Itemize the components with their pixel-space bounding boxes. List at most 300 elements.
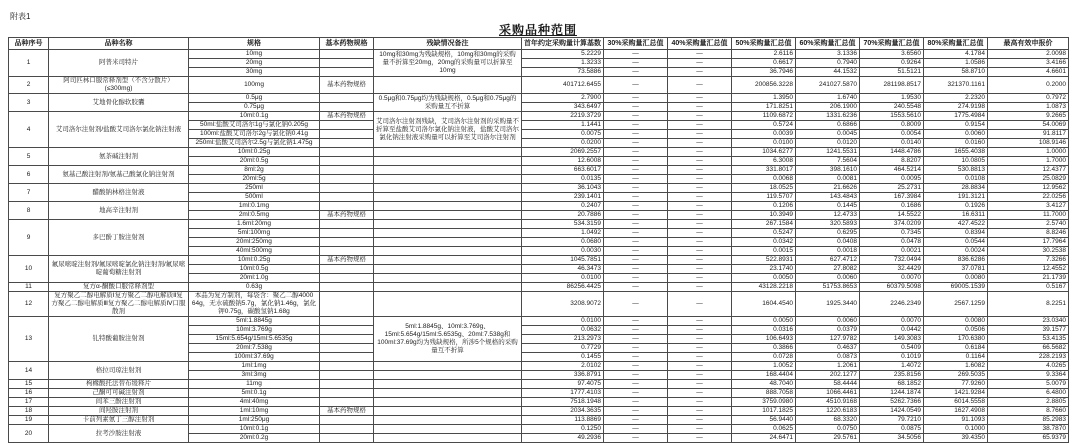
- max-price-cell: 2.5740: [988, 220, 1069, 229]
- pct60-cell: 0.0060: [796, 274, 860, 283]
- pct80-cell: 530.8813: [924, 166, 988, 175]
- pct80-cell: 170.6380: [924, 335, 988, 344]
- spec-cell: 0.75μg: [189, 103, 320, 112]
- max-price-cell: 9.2665: [988, 112, 1069, 121]
- pct60-cell: 68.3320: [796, 416, 860, 425]
- remark-cell: [374, 362, 522, 371]
- pct60-cell: 1925.3440: [796, 292, 860, 317]
- pct70-cell: 0.0478: [860, 238, 924, 247]
- pct40-cell: —: [668, 256, 732, 265]
- spec-row: [9, 389, 1069, 398]
- max-price-cell: 30.2538: [988, 247, 1069, 256]
- pct40-cell: —: [668, 317, 732, 326]
- pct50-cell: 43128.2218: [732, 283, 796, 292]
- base-qty-cell: 36.1043: [522, 184, 604, 193]
- pct40-cell: —: [668, 326, 732, 335]
- basic-spec-cell: [320, 238, 374, 247]
- spec-row: [9, 292, 1069, 317]
- variety-name: 艾地骨化醇软胶囊: [49, 94, 189, 112]
- variety-no: 10: [9, 256, 49, 283]
- pct30-cell: —: [604, 68, 668, 77]
- pct50-cell: 0.0050: [732, 317, 796, 326]
- max-price-cell: 85.2983: [988, 416, 1069, 425]
- col-header-basic-spec: 基本药物规格: [320, 38, 374, 50]
- spec-row: [9, 202, 1069, 211]
- pct80-cell: 4.1784: [924, 50, 988, 59]
- pct40-cell: —: [668, 148, 732, 157]
- variety-no: 3: [9, 94, 49, 112]
- pct60-cell: 44.1532: [796, 68, 860, 77]
- spec-cell: 11mg: [189, 380, 320, 389]
- header-row: [9, 38, 1069, 50]
- basic-spec-cell: [320, 157, 374, 166]
- basic-spec-cell: [320, 292, 374, 317]
- spec-cell: 100mg: [189, 77, 320, 94]
- pct60-cell: 1.2061: [796, 362, 860, 371]
- pct40-cell: —: [668, 50, 732, 59]
- pct70-cell: 167.3984: [860, 193, 924, 202]
- pct70-cell: 1553.5610: [860, 112, 924, 121]
- max-price-cell: 91.8117: [988, 130, 1069, 139]
- pct40-cell: —: [668, 112, 732, 121]
- basic-spec-cell: [320, 326, 374, 335]
- base-qty-cell: 2.0102: [522, 362, 604, 371]
- remark-cell: [374, 175, 522, 184]
- max-price-cell: 1.0873: [988, 103, 1069, 112]
- pct50-cell: 522.8931: [732, 256, 796, 265]
- pct40-cell: —: [668, 292, 732, 317]
- pct80-cell: 0.0544: [924, 238, 988, 247]
- remark-cell: [374, 148, 522, 157]
- pct40-cell: —: [668, 398, 732, 407]
- pct80-cell: 0.9154: [924, 121, 988, 130]
- pct40-cell: —: [668, 229, 732, 238]
- pct30-cell: —: [604, 326, 668, 335]
- pct80-cell: 0.1926: [924, 202, 988, 211]
- spec-cell: 20mg: [189, 59, 320, 68]
- annex-label: 附表1: [10, 12, 31, 21]
- spec-cell: 1.6ml:20mg: [189, 220, 320, 229]
- pct80-cell: 269.5035: [924, 371, 988, 380]
- pct50-cell: 36.7946: [732, 68, 796, 77]
- pct30-cell: —: [604, 139, 668, 148]
- base-qty-cell: 0.0135: [522, 175, 604, 184]
- pct50-cell: 6.3008: [732, 157, 796, 166]
- max-price-cell: 1.0000: [988, 148, 1069, 157]
- spec-cell: 5ml:100mg: [189, 229, 320, 238]
- pct70-cell: 464.5214: [860, 166, 924, 175]
- pct80-cell: 77.9260: [924, 380, 988, 389]
- variety-no: 8: [9, 202, 49, 220]
- variety-no: 4: [9, 112, 49, 148]
- variety-no: 5: [9, 148, 49, 166]
- max-price-cell: 38.7870: [988, 425, 1069, 434]
- basic-spec-cell: 基本药物规格: [320, 407, 374, 416]
- variety-no: 13: [9, 317, 49, 362]
- basic-spec-cell: [320, 59, 374, 68]
- spec-cell: 10ml:0.25g: [189, 256, 320, 265]
- pct30-cell: —: [604, 274, 668, 283]
- pct80-cell: 0.0108: [924, 175, 988, 184]
- col-header-pct40: 40%采购量汇总值: [668, 38, 732, 50]
- pct50-cell: 2.6116: [732, 50, 796, 59]
- pct60-cell: 0.6295: [796, 229, 860, 238]
- base-qty-cell: 2219.3729: [522, 112, 604, 121]
- basic-spec-cell: [320, 283, 374, 292]
- variety-name: 钆特酸葡胺注射剂: [49, 317, 189, 362]
- max-price-cell: 21.1739: [988, 274, 1069, 283]
- spec-row: [9, 317, 1069, 326]
- spec-cell: 10mg: [189, 50, 320, 59]
- max-price-cell: 0.2000: [988, 77, 1069, 94]
- spec-cell: 0.5μg: [189, 94, 320, 103]
- pct30-cell: —: [604, 157, 668, 166]
- pct60-cell: 241027.5870: [796, 77, 860, 94]
- spec-cell: 4ml:40mg: [189, 398, 320, 407]
- variety-no: 1: [9, 50, 49, 77]
- basic-spec-cell: [320, 220, 374, 229]
- spec-cell: 1ml:1mg: [189, 362, 320, 371]
- pct70-cell: 0.0875: [860, 425, 924, 434]
- max-price-cell: 25.0829: [988, 175, 1069, 184]
- pct50-cell: 0.1206: [732, 202, 796, 211]
- pct80-cell: 16.6311: [924, 211, 988, 220]
- base-qty-cell: 12.6008: [522, 157, 604, 166]
- pct50-cell: 106.6493: [732, 335, 796, 344]
- pct60-cell: 1220.6183: [796, 407, 860, 416]
- remark-cell: [374, 389, 522, 398]
- pct50-cell: 0.0316: [732, 326, 796, 335]
- pct40-cell: —: [668, 407, 732, 416]
- basic-spec-cell: [320, 121, 374, 130]
- pct70-cell: 149.3083: [860, 335, 924, 344]
- basic-spec-cell: [320, 139, 374, 148]
- pct30-cell: —: [604, 283, 668, 292]
- pct30-cell: —: [604, 380, 668, 389]
- max-price-cell: 66.5682: [988, 344, 1069, 353]
- remark-cell: [374, 184, 522, 193]
- remark-cell: [374, 292, 522, 317]
- pct40-cell: —: [668, 157, 732, 166]
- base-qty-cell: 0.0680: [522, 238, 604, 247]
- spec-row: [9, 112, 1069, 121]
- pct70-cell: 60379.5098: [860, 283, 924, 292]
- variety-name: 艾司洛尔注射剂/盐酸艾司洛尔氯化钠注射液: [49, 112, 189, 148]
- pct80-cell: 0.0060: [924, 130, 988, 139]
- base-qty-cell: 336.8791: [522, 371, 604, 380]
- basic-spec-cell: [320, 148, 374, 157]
- pct80-cell: 28.8834: [924, 184, 988, 193]
- basic-spec-cell: [320, 229, 374, 238]
- pct70-cell: 1424.0549: [860, 407, 924, 416]
- pct70-cell: 34.5056: [860, 434, 924, 443]
- variety-no: 12: [9, 292, 49, 317]
- pct70-cell: 51.5121: [860, 68, 924, 77]
- pct50-cell: 0.0068: [732, 175, 796, 184]
- spec-cell: 20ml:0.2g: [189, 434, 320, 443]
- col-header-pct70: 70%采购量汇总值: [860, 38, 924, 50]
- variety-name: 复方α-酮酸口服常释剂型: [49, 283, 189, 292]
- spec-cell: 500ml: [189, 193, 320, 202]
- pct50-cell: 0.0050: [732, 274, 796, 283]
- variety-name: 拉考沙胺注射液: [49, 425, 189, 443]
- pct50-cell: 1604.4540: [732, 292, 796, 317]
- max-price-cell: 5.0079: [988, 380, 1069, 389]
- variety-name: 阿司匹林口服常释剂型（不含分散片）(≤300mg): [49, 77, 189, 94]
- variety-no: 19: [9, 416, 49, 425]
- pct40-cell: —: [668, 265, 732, 274]
- pct50-cell: 1.3950: [732, 94, 796, 103]
- pct60-cell: 0.0045: [796, 130, 860, 139]
- remark-cell: [374, 77, 522, 94]
- spec-cell: 20ml:5g: [189, 175, 320, 184]
- spec-row: [9, 50, 1069, 59]
- spec-row: [9, 166, 1069, 175]
- pct40-cell: —: [668, 184, 732, 193]
- pct70-cell: 1244.1874: [860, 389, 924, 398]
- spec-row: [9, 148, 1069, 157]
- pct70-cell: 0.0070: [860, 317, 924, 326]
- pct60-cell: 27.8082: [796, 265, 860, 274]
- pct50-cell: 1.0052: [732, 362, 796, 371]
- variety-name: 己酮可可碱注射剂: [49, 389, 189, 398]
- base-qty-cell: 343.6497: [522, 103, 604, 112]
- remark-cell: [374, 274, 522, 283]
- pct40-cell: —: [668, 139, 732, 148]
- basic-spec-cell: [320, 103, 374, 112]
- pct30-cell: —: [604, 425, 668, 434]
- spec-cell: 10ml:0.1g: [189, 112, 320, 121]
- spec-cell: 100ml:37.69g: [189, 353, 320, 362]
- variety-no: 2: [9, 77, 49, 94]
- pct40-cell: —: [668, 371, 732, 380]
- pct80-cell: 39.4350: [924, 434, 988, 443]
- pct50-cell: 1017.1825: [732, 407, 796, 416]
- spec-cell: 10ml:0.25g: [189, 148, 320, 157]
- spec-cell: 20ml:7.538g: [189, 344, 320, 353]
- pct50-cell: 0.5724: [732, 121, 796, 130]
- basic-spec-cell: 基本药物规格: [320, 112, 374, 121]
- basic-spec-cell: [320, 202, 374, 211]
- pct60-cell: 0.1445: [796, 202, 860, 211]
- basic-spec-cell: [320, 398, 374, 407]
- base-qty-cell: 0.1250: [522, 425, 604, 434]
- pct50-cell: 1109.6872: [732, 112, 796, 121]
- max-price-cell: 0.7972: [988, 94, 1069, 103]
- pct70-cell: 235.8156: [860, 371, 924, 380]
- pct40-cell: —: [668, 335, 732, 344]
- pct50-cell: 168.4404: [732, 371, 796, 380]
- spec-cell: 20ml:1.0g: [189, 274, 320, 283]
- pct30-cell: —: [604, 193, 668, 202]
- pct50-cell: 56.9440: [732, 416, 796, 425]
- spec-cell: 3ml:3mg: [189, 371, 320, 380]
- base-qty-cell: 0.0030: [522, 247, 604, 256]
- pct50-cell: 0.0039: [732, 130, 796, 139]
- spec-cell: 40ml:500mg: [189, 247, 320, 256]
- spec-cell: 20ml:250mg: [189, 238, 320, 247]
- col-header-max-price: 最高有效申报价: [988, 38, 1069, 50]
- pct70-cell: 0.7345: [860, 229, 924, 238]
- pct60-cell: 398.1610: [796, 166, 860, 175]
- pct30-cell: —: [604, 175, 668, 184]
- remark-cell: [374, 398, 522, 407]
- pct80-cell: 1.6082: [924, 362, 988, 371]
- max-price-cell: 23.0340: [988, 317, 1069, 326]
- spec-row: [9, 184, 1069, 193]
- pct60-cell: 7.5604: [796, 157, 860, 166]
- base-qty-cell: 46.3473: [522, 265, 604, 274]
- max-price-cell: 53.4135: [988, 335, 1069, 344]
- base-qty-cell: 86256.4425: [522, 283, 604, 292]
- pct50-cell: 18.0525: [732, 184, 796, 193]
- max-price-cell: 7.3266: [988, 256, 1069, 265]
- pct70-cell: 0.1686: [860, 202, 924, 211]
- pct60-cell: 0.0379: [796, 326, 860, 335]
- pct70-cell: 79.7210: [860, 416, 924, 425]
- base-qty-cell: 1.3233: [522, 59, 604, 68]
- remark-cell: [374, 371, 522, 380]
- variety-name: 多巴酚丁胺注射剂: [49, 220, 189, 256]
- spec-cell: 10ml:3.769g: [189, 326, 320, 335]
- pct70-cell: 1448.4786: [860, 148, 924, 157]
- pct60-cell: 51753.8653: [796, 283, 860, 292]
- pct80-cell: 274.9198: [924, 103, 988, 112]
- pct40-cell: —: [668, 283, 732, 292]
- pct70-cell: 5262.7366: [860, 398, 924, 407]
- pct30-cell: —: [604, 211, 668, 220]
- pct40-cell: —: [668, 389, 732, 398]
- pct30-cell: —: [604, 389, 668, 398]
- pct60-cell: 0.0408: [796, 238, 860, 247]
- pct30-cell: —: [604, 256, 668, 265]
- basic-spec-cell: [320, 247, 374, 256]
- pct30-cell: —: [604, 335, 668, 344]
- max-price-cell: 6.4800: [988, 389, 1069, 398]
- spec-cell: 10ml:0.1g: [189, 425, 320, 434]
- pct80-cell: 0.0080: [924, 274, 988, 283]
- pct80-cell: 0.0080: [924, 317, 988, 326]
- base-qty-cell: 3208.9072: [522, 292, 604, 317]
- max-price-cell: 11.7000: [988, 211, 1069, 220]
- variety-name: 枸橼酸托法替布缓释片: [49, 380, 189, 389]
- variety-name: 格拉司琼注射剂: [49, 362, 189, 380]
- pct50-cell: 0.0625: [732, 425, 796, 434]
- pct70-cell: 1.9530: [860, 94, 924, 103]
- pct50-cell: 331.8017: [732, 166, 796, 175]
- basic-spec-cell: [320, 184, 374, 193]
- variety-name: 氟尿嘧啶注射剂/氟尿嘧啶氯化钠注射剂/氟尿嘧啶葡萄糖注射剂: [49, 256, 189, 283]
- base-qty-cell: 5.2229: [522, 50, 604, 59]
- remark-cell: [374, 202, 522, 211]
- spec-cell: 5ml:0.1g: [189, 389, 320, 398]
- pct60-cell: 202.1277: [796, 371, 860, 380]
- pct30-cell: —: [604, 247, 668, 256]
- basic-spec-cell: 基本药物规格: [320, 256, 374, 265]
- basic-spec-cell: [320, 344, 374, 353]
- col-header-base-qty: 首年约定采购量计算基数: [522, 38, 604, 50]
- pct40-cell: —: [668, 434, 732, 443]
- variety-no: 11: [9, 283, 49, 292]
- variety-name: 氨茶碱注射剂: [49, 148, 189, 166]
- pct80-cell: 2567.1259: [924, 292, 988, 317]
- pct30-cell: —: [604, 229, 668, 238]
- pct50-cell: 48.7040: [732, 380, 796, 389]
- basic-spec-cell: [320, 317, 374, 326]
- pct30-cell: —: [604, 434, 668, 443]
- remark-cell: [374, 256, 522, 265]
- basic-spec-cell: [320, 371, 374, 380]
- pct80-cell: 1655.4038: [924, 148, 988, 157]
- pct70-cell: 0.5409: [860, 344, 924, 353]
- max-price-cell: 12.4552: [988, 265, 1069, 274]
- pct30-cell: —: [604, 166, 668, 175]
- basic-spec-cell: [320, 434, 374, 443]
- pct30-cell: —: [604, 77, 668, 94]
- pct30-cell: —: [604, 103, 668, 112]
- col-header-pct60: 60%采购量汇总值: [796, 38, 860, 50]
- pct40-cell: —: [668, 202, 732, 211]
- remark-cell: [374, 283, 522, 292]
- pct80-cell: 1775.4984: [924, 112, 988, 121]
- pct70-cell: 0.0095: [860, 175, 924, 184]
- pct80-cell: 1421.9284: [924, 389, 988, 398]
- basic-spec-cell: [320, 362, 374, 371]
- pct30-cell: —: [604, 353, 668, 362]
- pct60-cell: 0.4637: [796, 344, 860, 353]
- pct30-cell: —: [604, 94, 668, 103]
- max-price-cell: 2.8805: [988, 398, 1069, 407]
- remark-cell: 艾司洛尔注射剂残缺，艾司洛尔注射剂的采购量不折算至盐酸艾司洛尔氯化钠注射液，盐酸艾司洛尔氯化钠注射液采购量可以折算至艾司洛尔注射剂: [374, 112, 522, 148]
- variety-name: 卡前列素氨丁三醇注射剂: [49, 416, 189, 425]
- pct50-cell: 0.6617: [732, 59, 796, 68]
- pct60-cell: 0.0120: [796, 139, 860, 148]
- pct80-cell: 69005.1539: [924, 283, 988, 292]
- pct40-cell: —: [668, 94, 732, 103]
- pct40-cell: —: [668, 416, 732, 425]
- spec-row: [9, 362, 1069, 371]
- pct30-cell: —: [604, 112, 668, 121]
- pct70-cell: 0.0140: [860, 139, 924, 148]
- pct30-cell: —: [604, 265, 668, 274]
- pct70-cell: 68.1852: [860, 380, 924, 389]
- base-qty-cell: 97.4075: [522, 380, 604, 389]
- pct30-cell: —: [604, 362, 668, 371]
- spec-cell: 20ml:0.5g: [189, 157, 320, 166]
- max-price-cell: 4.6601: [988, 68, 1069, 77]
- variety-name: 地高辛注射剂: [49, 202, 189, 220]
- pct60-cell: 0.0081: [796, 175, 860, 184]
- pct70-cell: 0.1019: [860, 353, 924, 362]
- pct70-cell: 2246.2349: [860, 292, 924, 317]
- pct60-cell: 1331.6236: [796, 112, 860, 121]
- spec-cell: 1ml:250μg: [189, 416, 320, 425]
- variety-no: 9: [9, 220, 49, 256]
- pct80-cell: 1627.4908: [924, 407, 988, 416]
- pct60-cell: 0.0018: [796, 247, 860, 256]
- pct80-cell: 91.1093: [924, 416, 988, 425]
- pct50-cell: 200856.3228: [732, 77, 796, 94]
- pct70-cell: 0.0442: [860, 326, 924, 335]
- pct60-cell: 0.0873: [796, 353, 860, 362]
- pct60-cell: 58.4444: [796, 380, 860, 389]
- spec-cell: 50ml:盐酸艾司洛尔1g与氯化钠0.205g: [189, 121, 320, 130]
- pct70-cell: 8.8207: [860, 157, 924, 166]
- pct50-cell: 0.0728: [732, 353, 796, 362]
- pct60-cell: 127.9782: [796, 335, 860, 344]
- spec-cell: 0.63g: [189, 283, 320, 292]
- pct30-cell: —: [604, 130, 668, 139]
